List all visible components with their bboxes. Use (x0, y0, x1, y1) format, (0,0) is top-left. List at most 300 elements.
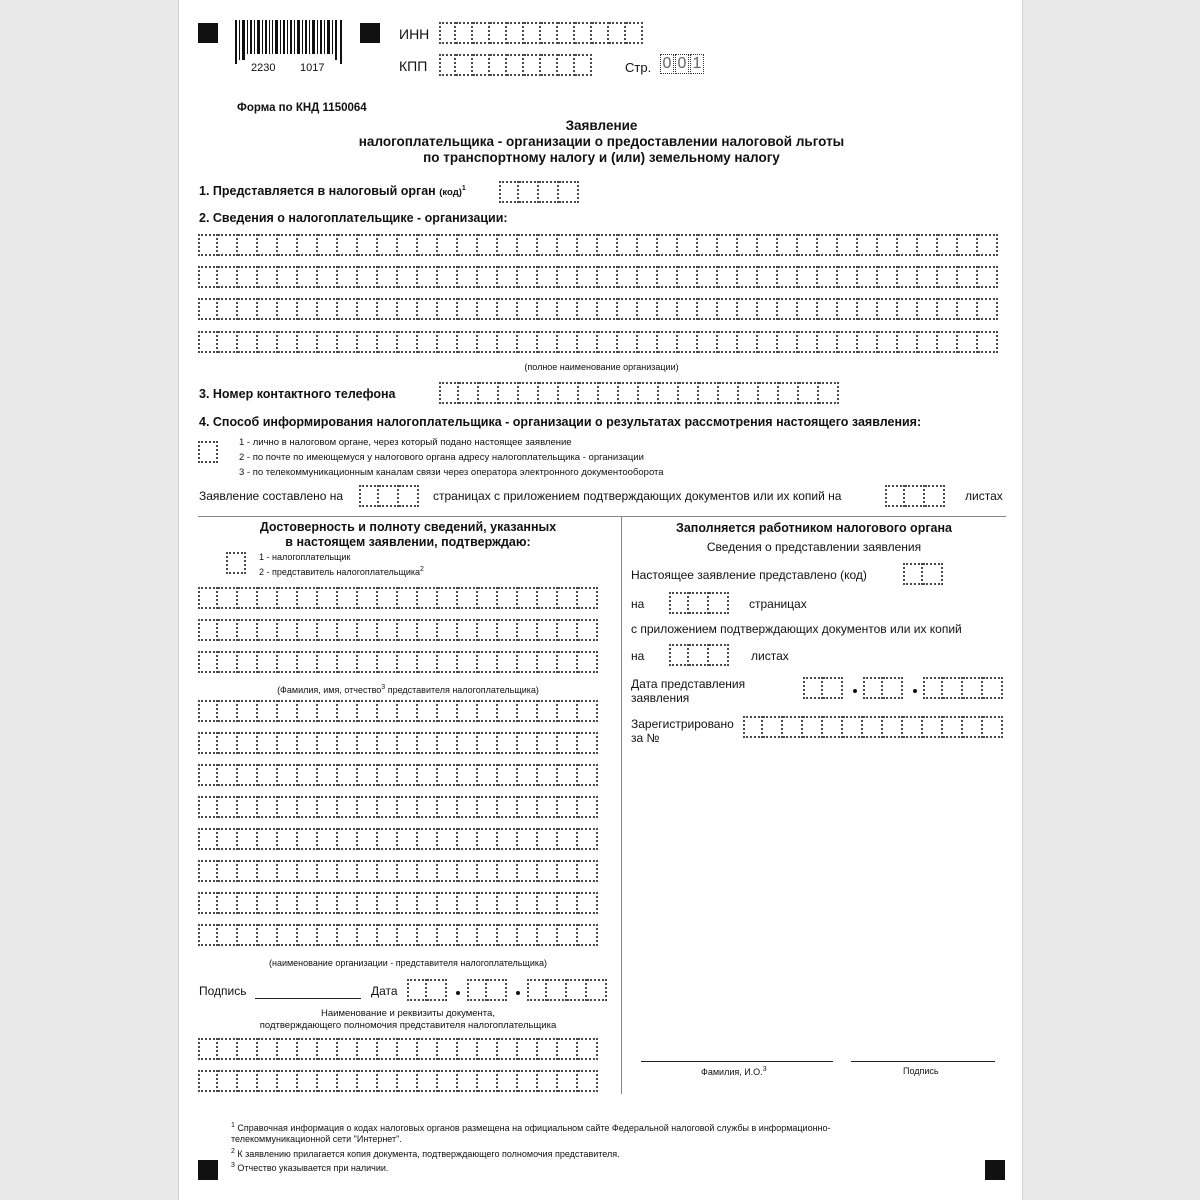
entry-cell[interactable] (258, 298, 278, 320)
entry-cell[interactable] (490, 22, 507, 44)
entry-cell[interactable] (318, 266, 338, 288)
entry-cell[interactable] (218, 732, 238, 754)
entry-cell[interactable] (978, 266, 998, 288)
entry-cell[interactable] (418, 732, 438, 754)
entry-cell[interactable] (458, 860, 478, 882)
entry-cell[interactable] (518, 828, 538, 850)
entry-cell[interactable] (898, 331, 918, 353)
entry-cell[interactable] (456, 54, 473, 76)
entry-cell[interactable] (398, 892, 418, 914)
entry-cell[interactable] (458, 587, 478, 609)
inn-cells[interactable] (439, 22, 643, 44)
entry-cell[interactable] (338, 234, 358, 256)
entry-cell[interactable] (507, 22, 524, 44)
entry-cell[interactable] (458, 700, 478, 722)
entry-cell[interactable] (439, 54, 456, 76)
entry-cell[interactable] (878, 331, 898, 353)
entry-cell[interactable] (338, 298, 358, 320)
entry-cell[interactable] (298, 331, 318, 353)
entry-cell[interactable] (258, 1070, 278, 1092)
entry-cell[interactable] (499, 382, 519, 404)
entry-cell[interactable] (838, 331, 858, 353)
entry-cell[interactable] (467, 979, 487, 1001)
entry-cell[interactable] (638, 234, 658, 256)
entry-cell[interactable] (478, 700, 498, 722)
entry-cell[interactable] (478, 587, 498, 609)
entry-cell[interactable] (558, 732, 578, 754)
entry-cell[interactable] (258, 732, 278, 754)
entry-cell[interactable] (418, 796, 438, 818)
entry-cell[interactable] (478, 619, 498, 641)
entry-cell[interactable] (458, 651, 478, 673)
entry-cell[interactable] (378, 234, 398, 256)
entry-cell[interactable] (758, 266, 778, 288)
entry-cell[interactable] (378, 619, 398, 641)
entry-cell[interactable] (689, 592, 709, 614)
entry-cell[interactable] (838, 298, 858, 320)
entry-cell[interactable] (478, 860, 498, 882)
entry-cell[interactable] (524, 54, 541, 76)
entry-cell[interactable] (818, 266, 838, 288)
entry-cell[interactable] (198, 828, 218, 850)
rep-org-row-2[interactable] (198, 732, 598, 754)
entry-cell[interactable] (358, 651, 378, 673)
entry-cell[interactable] (678, 266, 698, 288)
entry-cell[interactable] (538, 860, 558, 882)
entry-cell[interactable] (903, 563, 923, 585)
entry-cell[interactable] (398, 587, 418, 609)
entry-cell[interactable] (478, 892, 498, 914)
org-name-row-4[interactable] (198, 331, 998, 353)
entry-cell[interactable] (398, 266, 418, 288)
entry-cell[interactable] (258, 860, 278, 882)
entry-cell[interactable] (438, 298, 458, 320)
entry-cell[interactable] (438, 924, 458, 946)
entry-cell[interactable] (258, 828, 278, 850)
entry-cell[interactable] (518, 331, 538, 353)
entry-cell[interactable] (258, 796, 278, 818)
entry-cell[interactable] (278, 828, 298, 850)
entry-cell[interactable] (358, 796, 378, 818)
entry-cell[interactable] (238, 619, 258, 641)
rep-org-row-1[interactable] (198, 700, 598, 722)
entry-cell[interactable] (626, 22, 643, 44)
entry-cell[interactable] (318, 828, 338, 850)
entry-cell[interactable] (778, 234, 798, 256)
entry-cell[interactable] (278, 700, 298, 722)
entry-cell[interactable] (558, 764, 578, 786)
entry-cell[interactable] (338, 266, 358, 288)
entry-cell[interactable] (278, 298, 298, 320)
entry-cell[interactable] (478, 298, 498, 320)
entry-cell[interactable] (578, 796, 598, 818)
entry-cell[interactable] (438, 828, 458, 850)
confirmer-type-cell[interactable] (226, 552, 246, 574)
rep-org-row-3[interactable] (198, 764, 598, 786)
entry-cell[interactable] (418, 828, 438, 850)
entry-cell[interactable] (438, 587, 458, 609)
entry-cell[interactable] (918, 266, 938, 288)
entry-cell[interactable] (558, 54, 575, 76)
entry-cell[interactable] (518, 732, 538, 754)
entry-cell[interactable] (498, 1038, 518, 1060)
entry-cell[interactable] (943, 716, 963, 738)
entry-cell[interactable] (358, 828, 378, 850)
entry-cell[interactable] (739, 382, 759, 404)
entry-cell[interactable] (378, 700, 398, 722)
entry-cell[interactable] (758, 298, 778, 320)
entry-cell[interactable] (718, 298, 738, 320)
entry-cell[interactable] (418, 1070, 438, 1092)
entry-cell[interactable] (238, 651, 258, 673)
entry-cell[interactable] (618, 298, 638, 320)
rep-org-row-6[interactable] (198, 860, 598, 882)
entry-cell[interactable] (298, 619, 318, 641)
entry-cell[interactable] (218, 234, 238, 256)
entry-cell[interactable] (458, 828, 478, 850)
entry-cell[interactable] (298, 732, 318, 754)
entry-cell[interactable] (418, 234, 438, 256)
entry-cell[interactable] (783, 716, 803, 738)
entry-cell[interactable] (938, 234, 958, 256)
entry-cell[interactable] (278, 234, 298, 256)
entry-cell[interactable] (587, 979, 607, 1001)
entry-cell[interactable] (719, 382, 739, 404)
entry-cell[interactable] (378, 764, 398, 786)
entry-cell[interactable] (198, 651, 218, 673)
entry-cell[interactable] (278, 266, 298, 288)
entry-cell[interactable] (538, 892, 558, 914)
doc-row-2[interactable] (198, 1070, 598, 1092)
entry-cell[interactable] (823, 716, 843, 738)
entry-cell[interactable] (338, 732, 358, 754)
entry-cell[interactable] (958, 234, 978, 256)
entry-cell[interactable] (598, 298, 618, 320)
entry-cell[interactable] (378, 924, 398, 946)
entry-cell[interactable] (378, 1070, 398, 1092)
entry-cell[interactable] (578, 331, 598, 353)
entry-cell[interactable] (498, 619, 518, 641)
entry-cell[interactable] (198, 234, 218, 256)
entry-cell[interactable] (598, 266, 618, 288)
doc-row-1[interactable] (198, 1038, 598, 1060)
entry-cell[interactable] (803, 677, 823, 699)
entry-cell[interactable] (903, 716, 923, 738)
entry-cell[interactable] (398, 651, 418, 673)
entry-cell[interactable] (541, 22, 558, 44)
entry-cell[interactable] (709, 592, 729, 614)
entry-cell[interactable] (238, 331, 258, 353)
entry-cell[interactable] (218, 651, 238, 673)
org-name-row-1[interactable] (198, 234, 998, 256)
entry-cell[interactable] (438, 1038, 458, 1060)
entry-cell[interactable] (669, 644, 689, 666)
entry-cell[interactable] (579, 382, 599, 404)
entry-cell[interactable] (898, 266, 918, 288)
entry-cell[interactable] (258, 234, 278, 256)
entry-cell[interactable] (478, 234, 498, 256)
entry-cell[interactable] (538, 234, 558, 256)
entry-cell[interactable] (778, 266, 798, 288)
entry-cell[interactable] (198, 796, 218, 818)
entry-cell[interactable] (618, 266, 638, 288)
entry-cell[interactable] (238, 892, 258, 914)
entry-cell[interactable] (518, 924, 538, 946)
entry-cell[interactable] (498, 266, 518, 288)
entry-cell[interactable] (458, 732, 478, 754)
entry-cell[interactable] (298, 892, 318, 914)
entry-cell[interactable] (619, 382, 639, 404)
entry-cell[interactable] (398, 860, 418, 882)
entry-cell[interactable] (458, 796, 478, 818)
entry-cell[interactable] (518, 651, 538, 673)
right-sheets-cells[interactable] (669, 644, 729, 666)
entry-cell[interactable] (618, 331, 638, 353)
entry-cell[interactable] (278, 764, 298, 786)
entry-cell[interactable] (198, 892, 218, 914)
entry-cell[interactable] (918, 331, 938, 353)
entry-cell[interactable] (678, 331, 698, 353)
entry-cell[interactable] (278, 796, 298, 818)
entry-cell[interactable] (479, 382, 499, 404)
entry-cell[interactable] (438, 892, 458, 914)
entry-cell[interactable] (456, 22, 473, 44)
entry-cell[interactable] (558, 651, 578, 673)
entry-cell[interactable] (898, 234, 918, 256)
entry-cell[interactable] (978, 331, 998, 353)
entry-cell[interactable] (438, 619, 458, 641)
entry-cell[interactable] (278, 651, 298, 673)
entry-cell[interactable] (298, 234, 318, 256)
entry-cell[interactable] (699, 382, 719, 404)
entry-cell[interactable] (378, 860, 398, 882)
entry-cell[interactable] (379, 485, 399, 507)
entry-cell[interactable] (818, 298, 838, 320)
entry-cell[interactable] (478, 764, 498, 786)
entry-cell[interactable] (278, 1070, 298, 1092)
entry-cell[interactable] (298, 1038, 318, 1060)
entry-cell[interactable] (438, 700, 458, 722)
entry-cell[interactable] (418, 892, 438, 914)
entry-cell[interactable] (507, 54, 524, 76)
entry-cell[interactable] (538, 1038, 558, 1060)
entry-cell[interactable] (758, 234, 778, 256)
entry-cell[interactable] (518, 764, 538, 786)
entry-cell[interactable] (427, 979, 447, 1001)
entry-cell[interactable] (198, 732, 218, 754)
entry-cell[interactable] (418, 924, 438, 946)
entry-cell[interactable] (458, 764, 478, 786)
entry-cell[interactable] (983, 677, 1003, 699)
entry-cell[interactable] (803, 716, 823, 738)
entry-cell[interactable] (498, 924, 518, 946)
entry-cell[interactable] (458, 266, 478, 288)
entry-cell[interactable] (498, 732, 518, 754)
entry-cell[interactable] (539, 382, 559, 404)
entry-cell[interactable] (709, 644, 729, 666)
entry-cell[interactable] (338, 619, 358, 641)
entry-cell[interactable] (378, 266, 398, 288)
entry-cell[interactable] (438, 651, 458, 673)
entry-cell[interactable] (878, 266, 898, 288)
entry-cell[interactable] (418, 764, 438, 786)
entry-cell[interactable] (578, 1070, 598, 1092)
entry-cell[interactable] (818, 331, 838, 353)
entry-cell[interactable] (958, 298, 978, 320)
entry-cell[interactable] (538, 298, 558, 320)
rep-org-row-8[interactable] (198, 924, 598, 946)
right-pages-cells[interactable] (669, 592, 729, 614)
entry-cell[interactable] (338, 796, 358, 818)
entry-cell[interactable] (378, 828, 398, 850)
entry-cell[interactable] (575, 54, 592, 76)
entry-cell[interactable] (318, 331, 338, 353)
entry-cell[interactable] (558, 22, 575, 44)
entry-cell[interactable] (378, 298, 398, 320)
entry-cell[interactable] (338, 1070, 358, 1092)
entry-cell[interactable] (278, 1038, 298, 1060)
rep-org-row-4[interactable] (198, 796, 598, 818)
entry-cell[interactable] (298, 700, 318, 722)
entry-cell[interactable] (378, 732, 398, 754)
entry-cell[interactable] (238, 924, 258, 946)
entry-cell[interactable] (238, 266, 258, 288)
entry-cell[interactable] (498, 796, 518, 818)
entry-cell[interactable] (738, 298, 758, 320)
entry-cell[interactable] (398, 619, 418, 641)
entry-cell[interactable] (398, 924, 418, 946)
entry-cell[interactable] (338, 860, 358, 882)
entry-cell[interactable] (823, 677, 843, 699)
entry-cell[interactable] (198, 298, 218, 320)
entry-cell[interactable] (398, 828, 418, 850)
entry-cell[interactable] (478, 1038, 498, 1060)
entry-cell[interactable] (318, 700, 338, 722)
entry-cell[interactable] (278, 924, 298, 946)
entry-cell[interactable] (439, 382, 459, 404)
entry-cell[interactable] (358, 619, 378, 641)
entry-cell[interactable] (558, 298, 578, 320)
entry-cell[interactable] (718, 266, 738, 288)
entry-cell[interactable] (458, 924, 478, 946)
entry-cell[interactable] (499, 181, 519, 203)
entry-cell[interactable] (518, 892, 538, 914)
entry-cell[interactable] (538, 732, 558, 754)
entry-cell[interactable] (527, 979, 547, 1001)
entry-cell[interactable] (778, 331, 798, 353)
entry-cell[interactable] (358, 924, 378, 946)
entry-cell[interactable] (558, 234, 578, 256)
entry-cell[interactable] (258, 266, 278, 288)
entry-cell[interactable] (218, 266, 238, 288)
entry-cell[interactable] (578, 234, 598, 256)
submission-day-cells[interactable] (803, 677, 843, 699)
entry-cell[interactable] (498, 764, 518, 786)
date-month-cells[interactable] (467, 979, 507, 1001)
entry-cell[interactable] (618, 234, 638, 256)
entry-cell[interactable] (609, 22, 626, 44)
entry-cell[interactable] (938, 331, 958, 353)
submission-month-cells[interactable] (863, 677, 903, 699)
entry-cell[interactable] (478, 796, 498, 818)
entry-cell[interactable] (538, 331, 558, 353)
entry-cell[interactable] (439, 22, 456, 44)
entry-cell[interactable] (378, 796, 398, 818)
entry-cell[interactable] (689, 644, 709, 666)
entry-cell[interactable] (398, 700, 418, 722)
entry-cell[interactable] (358, 1038, 378, 1060)
entry-cell[interactable] (418, 700, 438, 722)
entry-cell[interactable] (518, 700, 538, 722)
entry-cell[interactable] (473, 54, 490, 76)
entry-cell[interactable] (198, 441, 218, 463)
entry-cell[interactable] (218, 700, 238, 722)
entry-cell[interactable] (258, 700, 278, 722)
entry-cell[interactable] (669, 592, 689, 614)
entry-cell[interactable] (639, 382, 659, 404)
entry-cell[interactable] (218, 892, 238, 914)
entry-cell[interactable] (518, 266, 538, 288)
entry-cell[interactable] (878, 234, 898, 256)
rep-org-row-5[interactable] (198, 828, 598, 850)
entry-cell[interactable] (258, 587, 278, 609)
entry-cell[interactable] (538, 619, 558, 641)
entry-cell[interactable] (438, 732, 458, 754)
entry-cell[interactable] (438, 764, 458, 786)
entry-cell[interactable] (238, 298, 258, 320)
entry-cell[interactable] (798, 298, 818, 320)
entry-cell[interactable] (819, 382, 839, 404)
entry-cell[interactable] (938, 266, 958, 288)
pages-count-cells[interactable] (359, 485, 419, 507)
entry-cell[interactable] (438, 1070, 458, 1092)
entry-cell[interactable] (558, 1038, 578, 1060)
entry-cell[interactable] (238, 587, 258, 609)
entry-cell[interactable] (538, 924, 558, 946)
entry-cell[interactable] (458, 892, 478, 914)
fio-row-1[interactable] (198, 587, 598, 609)
date-day-cells[interactable] (407, 979, 447, 1001)
entry-cell[interactable] (258, 1038, 278, 1060)
entry-cell[interactable] (538, 1070, 558, 1092)
entry-cell[interactable] (338, 828, 358, 850)
entry-cell[interactable] (278, 860, 298, 882)
entry-cell[interactable] (378, 1038, 398, 1060)
entry-cell[interactable] (338, 651, 358, 673)
entry-cell[interactable] (318, 619, 338, 641)
entry-cell[interactable] (498, 234, 518, 256)
entry-cell[interactable] (498, 331, 518, 353)
entry-cell[interactable] (718, 331, 738, 353)
entry-cell[interactable] (258, 924, 278, 946)
entry-cell[interactable] (558, 1070, 578, 1092)
entry-cell[interactable] (578, 892, 598, 914)
entry-cell[interactable] (378, 331, 398, 353)
entry-cell[interactable] (578, 732, 598, 754)
entry-cell[interactable] (318, 1038, 338, 1060)
entry-cell[interactable] (918, 298, 938, 320)
entry-cell[interactable] (407, 979, 427, 1001)
entry-cell[interactable] (558, 587, 578, 609)
entry-cell[interactable] (878, 298, 898, 320)
info-method-cell[interactable] (198, 441, 218, 463)
entry-cell[interactable] (238, 828, 258, 850)
entry-cell[interactable] (518, 587, 538, 609)
entry-cell[interactable] (779, 382, 799, 404)
entry-cell[interactable] (578, 860, 598, 882)
entry-cell[interactable] (358, 700, 378, 722)
entry-cell[interactable] (575, 22, 592, 44)
